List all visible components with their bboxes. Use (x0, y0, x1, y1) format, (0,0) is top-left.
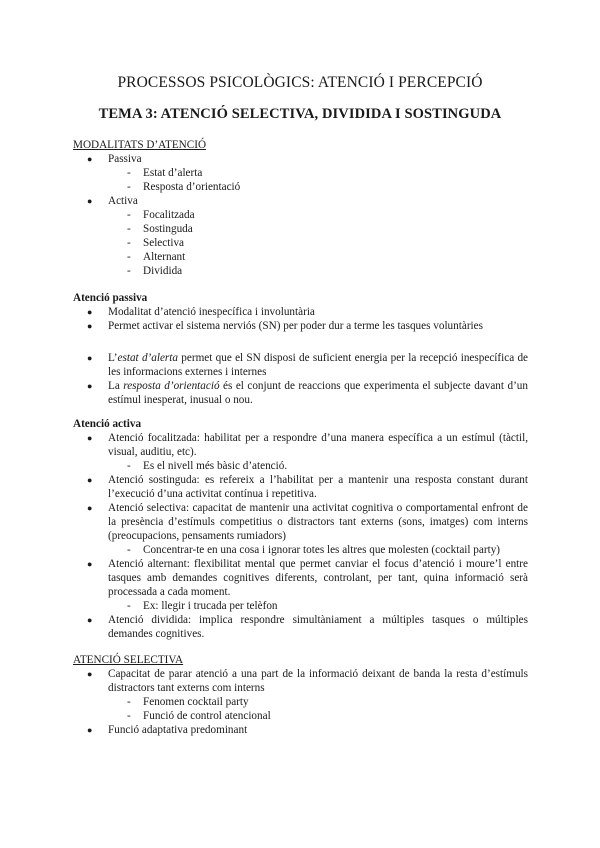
section-heading-modalitats: MODALITATS D’ATENCIÓ (73, 139, 207, 151)
dash-icon: - (127, 600, 131, 612)
bullet-icon: ● (87, 321, 93, 331)
list-item: ● Activa (87, 195, 138, 207)
list-item: ● Funció adaptativa predominant (87, 724, 248, 736)
dash-icon: - (127, 223, 131, 235)
dash-icon: - (127, 209, 131, 221)
section-heading-passiva: Atenció passiva (73, 292, 148, 304)
list-item: ● Permet activar el sistema nerviós (SN) per poder dur a terme les tasques voluntàries (87, 320, 483, 332)
list-item: - Es el nivell més bàsic d’atenció. (127, 460, 288, 472)
list-item: - Ex: llegir i trucada per telèfon (127, 600, 278, 612)
bullet-icon: ● (87, 154, 93, 164)
list-item: - Funció de control atencional (127, 710, 271, 722)
dash-icon: - (127, 460, 131, 472)
list-item: ● Capacitat de parar atenció a una part de la informació deixant de banda la resta d’estímuls distractors tant externs com interns (87, 668, 528, 694)
dash-icon: - (127, 251, 131, 263)
list-item: ● Modalitat d’atenció inespecífica i involuntària (87, 306, 315, 318)
bullet-icon: ● (87, 559, 93, 569)
dash-icon: - (127, 710, 131, 722)
page-title: PROCESSOS PSICOLÒGICS: ATENCIÓ I PERCEPCIÓ (117, 74, 483, 91)
list-item: ● Passiva (87, 153, 142, 165)
dash-icon: - (127, 696, 131, 708)
bullet-icon: ● (87, 669, 93, 679)
list-item: - Sostinguda (127, 223, 193, 235)
list-item: - Resposta d’orientació (127, 181, 241, 193)
list-item: ● L’estat d’alerta permet que el SN disposi de suficient energia per la recepció inespecífica de les informacions externes i internes (87, 352, 528, 378)
dash-icon: - (127, 237, 131, 249)
bullet-icon: ● (87, 381, 93, 391)
dash-icon: - (127, 265, 131, 277)
bullet-icon: ● (87, 433, 93, 443)
bullet-icon: ● (87, 725, 93, 735)
list-item: - Focalitzada (127, 209, 195, 221)
bullet-icon: ● (87, 307, 93, 317)
list-item: - Estat d’alerta (127, 167, 203, 179)
page-subtitle: TEMA 3: ATENCIÓ SELECTIVA, DIVIDIDA I SOSTINGUDA (98, 106, 502, 122)
section-activa (73, 417, 528, 641)
list-item: ● Atenció sostinguda: es refereix a l’habilitat per a mantenir una resposta constant durant l’execució d’una activitat contínua i repetitiva. (87, 474, 528, 500)
section-heading-selectiva: ATENCIÓ SELECTIVA (73, 654, 184, 666)
dash-icon: - (127, 167, 131, 179)
dash-icon: - (127, 544, 131, 556)
list-item: ● Atenció alternant: flexibilitat mental que permet canviar el focus d’atenció i moure’l entre tasques amb demandes cognitives diferents, controlant, per tant, quina informació serà processada a cada moment. (87, 558, 528, 598)
section-passiva (73, 291, 528, 407)
list-item: - Selectiva (127, 237, 185, 249)
bullet-icon: ● (87, 353, 93, 363)
list-item: ● Atenció selectiva: capacitat de mantenir una activitat cognitiva o comportamental enfront de la presència d’estímuls competitius o distractors tant externs (sons, imatges) com interns (preocupacions, pensaments rumiadors) (87, 502, 528, 542)
section-selectiva (73, 653, 528, 737)
bullet-icon: ● (87, 503, 93, 513)
list-item: - Alternant (127, 251, 186, 263)
dash-icon: - (127, 181, 131, 193)
section-modalitats (73, 138, 528, 278)
list-item: ● Atenció focalitzada: habilitat per a respondre d’una manera específica a un estímul (tàctil, visual, auditiu, etc). (87, 432, 528, 458)
bullet-icon: ● (87, 196, 93, 206)
bullet-icon: ● (87, 615, 93, 625)
list-item: - Concentrar-te en una cosa i ignorar totes les altres que molesten (cocktail party) (127, 544, 501, 556)
list-item: - Fenomen cocktail party (127, 696, 249, 708)
section-heading-activa: Atenció activa (73, 418, 142, 430)
list-item: ● La resposta d’orientació és el conjunt de reaccions que experimenta el subjecte davant d’un estímul inesperat, inusual o nou. (87, 380, 528, 406)
bullet-icon: ● (87, 475, 93, 485)
list-item: - Dividida (127, 265, 183, 277)
list-item: ● Atenció dividida: implica respondre simultàniament a múltiples tasques o múltiples demandes cognitives. (87, 614, 528, 640)
